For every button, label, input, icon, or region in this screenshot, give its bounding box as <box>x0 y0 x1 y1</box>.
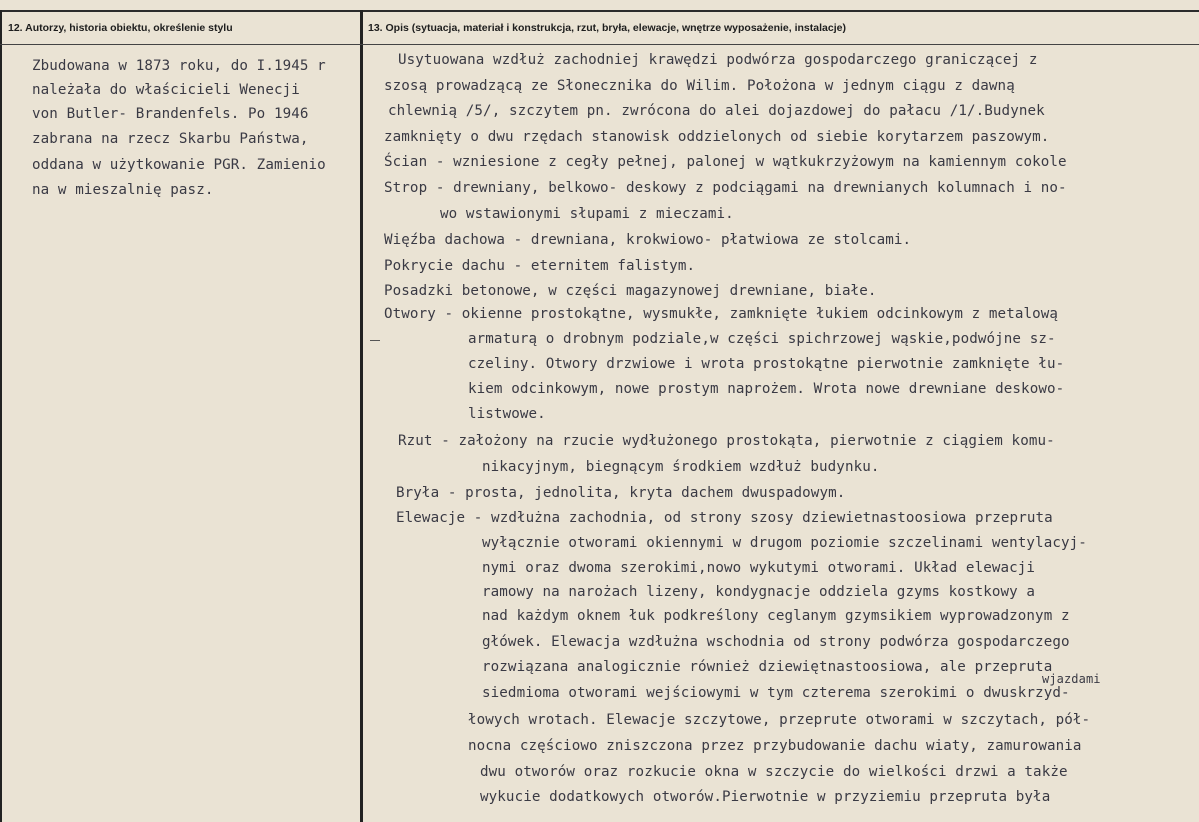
right-line: listwowe. <box>468 406 546 422</box>
left-line: oddana w użytkowanie PGR. Zamienio <box>32 157 326 173</box>
left-border <box>0 10 2 822</box>
right-line: ramowy na narożach lizeny, kondygnacje oddziela gzyms kostkowy a <box>482 584 1036 600</box>
header-rule-left <box>0 44 362 45</box>
right-line: Bryła - prosta, jednolita, kryta dachem dwuspadowym. <box>396 485 846 501</box>
right-line: nocna częściowo zniszczona przez przybudowanie dachu wiaty, zamurowania <box>468 738 1082 754</box>
right-line: nikacyjnym, biegnącym środkiem wzdłuż budynku. <box>482 459 880 475</box>
right-line: rozwiązana analogicznie również dziewiętnastoosiowa, ale przepruta <box>482 659 1053 675</box>
right-line: Więźba dachowa - drewniana, krokwiowo- płatwiowa ze stolcami. <box>384 232 912 248</box>
left-line: na w mieszalnię pasz. <box>32 182 214 198</box>
right-line: Strop - drewniany, belkowo- deskowy z podciągami na drewnianych kolumnach i no- <box>384 180 1067 196</box>
right-line: Ścian - wzniesione z cegły pełnej, palonej w wątkukrzyżowym na kamiennym cokole <box>384 154 1067 170</box>
right-line: dwu otworów oraz rozkucie okna w szczycie do wielkości drzwi a także <box>480 764 1068 780</box>
left-line: von Butler- Brandenfels. Po 1946 <box>32 106 309 122</box>
column-divider <box>360 10 363 822</box>
right-line: Otwory - okienne prostokątne, wysmukłe, zamknięte łukiem odcinkowym z metalową <box>384 306 1059 322</box>
right-line: zamknięty o dwu rzędach stanowisk oddzielonych od siebie korytarzem paszowym. <box>384 129 1050 145</box>
right-line: nymi oraz dwoma szerokimi,nowo wykutymi otworami. Układ elewacji <box>482 560 1036 576</box>
left-line: Zbudowana w 1873 roku, do I.1945 r <box>32 58 326 74</box>
right-line: szosą prowadzącą ze Słonecznika do Wilim. Położona w jednym ciągu z dawną <box>384 78 1015 94</box>
right-line: armaturą o drobnym podziale,w części spichrzowej wąskie,podwójne sz- <box>468 331 1056 347</box>
right-line: wo wstawionymi słupami z mieczami. <box>440 206 734 222</box>
right-line: Pokrycie dachu - eternitem falistym. <box>384 258 696 274</box>
right-line: nad każdym oknem łuk podkreślony ceglanym gzymsikiem wyprowadzonym z <box>482 608 1070 624</box>
margin-mark <box>370 340 380 341</box>
right-line: kiem odcinkowym, nowe prostym naprożem. Wrota nowe drewniane deskowo- <box>468 381 1065 397</box>
right-line: czeliny. Otwory drzwiowe i wrota prostokątne pierwotnie zamknięte łu- <box>468 356 1065 372</box>
left-line: należała do właścicieli Wenecji <box>32 82 300 98</box>
right-line: wykucie dodatkowych otworów.Pierwotnie w przyziemiu przepruta była <box>480 789 1051 805</box>
right-line: główek. Elewacja wzdłużna wschodnia od strony podwórza gospodarczego <box>482 634 1070 650</box>
right-line: siedmioma otworami wejściowymi w tym czterema szerokimi o dwuskrzyd- <box>482 685 1070 701</box>
right-line: Usytuowana wzdłuż zachodniej krawędzi podwórza gospodarczego graniczącej z <box>398 52 1038 68</box>
right-line: łowych wrotach. Elewacje szczytowe, przeprute otworami w szczytach, pół- <box>468 712 1091 728</box>
right-line: Posadzki betonowe, w części magazynowej drewniane, białe. <box>384 283 877 299</box>
right-line: chlewnią /5/, szczytem pn. zwrócona do alei dojazdowej do pałacu /1/.Budynek <box>388 103 1045 119</box>
handwritten-insert: wjazdami <box>1042 672 1101 686</box>
section-13-header: 13. Opis (sytuacja, materiał i konstrukcja, rzut, bryła, elewacje, wnętrze wyposażenie, instalacje) <box>368 22 846 34</box>
right-line: Rzut - założony na rzucie wydłużonego prostokąta, pierwotnie z ciągiem komu- <box>398 433 1055 449</box>
top-border <box>0 10 1199 12</box>
header-rule-right <box>362 44 1199 45</box>
left-line: zabrana na rzecz Skarbu Państwa, <box>32 131 309 147</box>
right-line: Elewacje - wzdłużna zachodnia, od strony szosy dziewietnastoosiowa przepruta <box>396 510 1053 526</box>
right-line: wyłącznie otworami okiennymi w drugom poziomie szczelinami wentylacyj- <box>482 535 1087 551</box>
section-12-header: 12. Autorzy, historia obiektu, określenie stylu <box>8 22 233 34</box>
